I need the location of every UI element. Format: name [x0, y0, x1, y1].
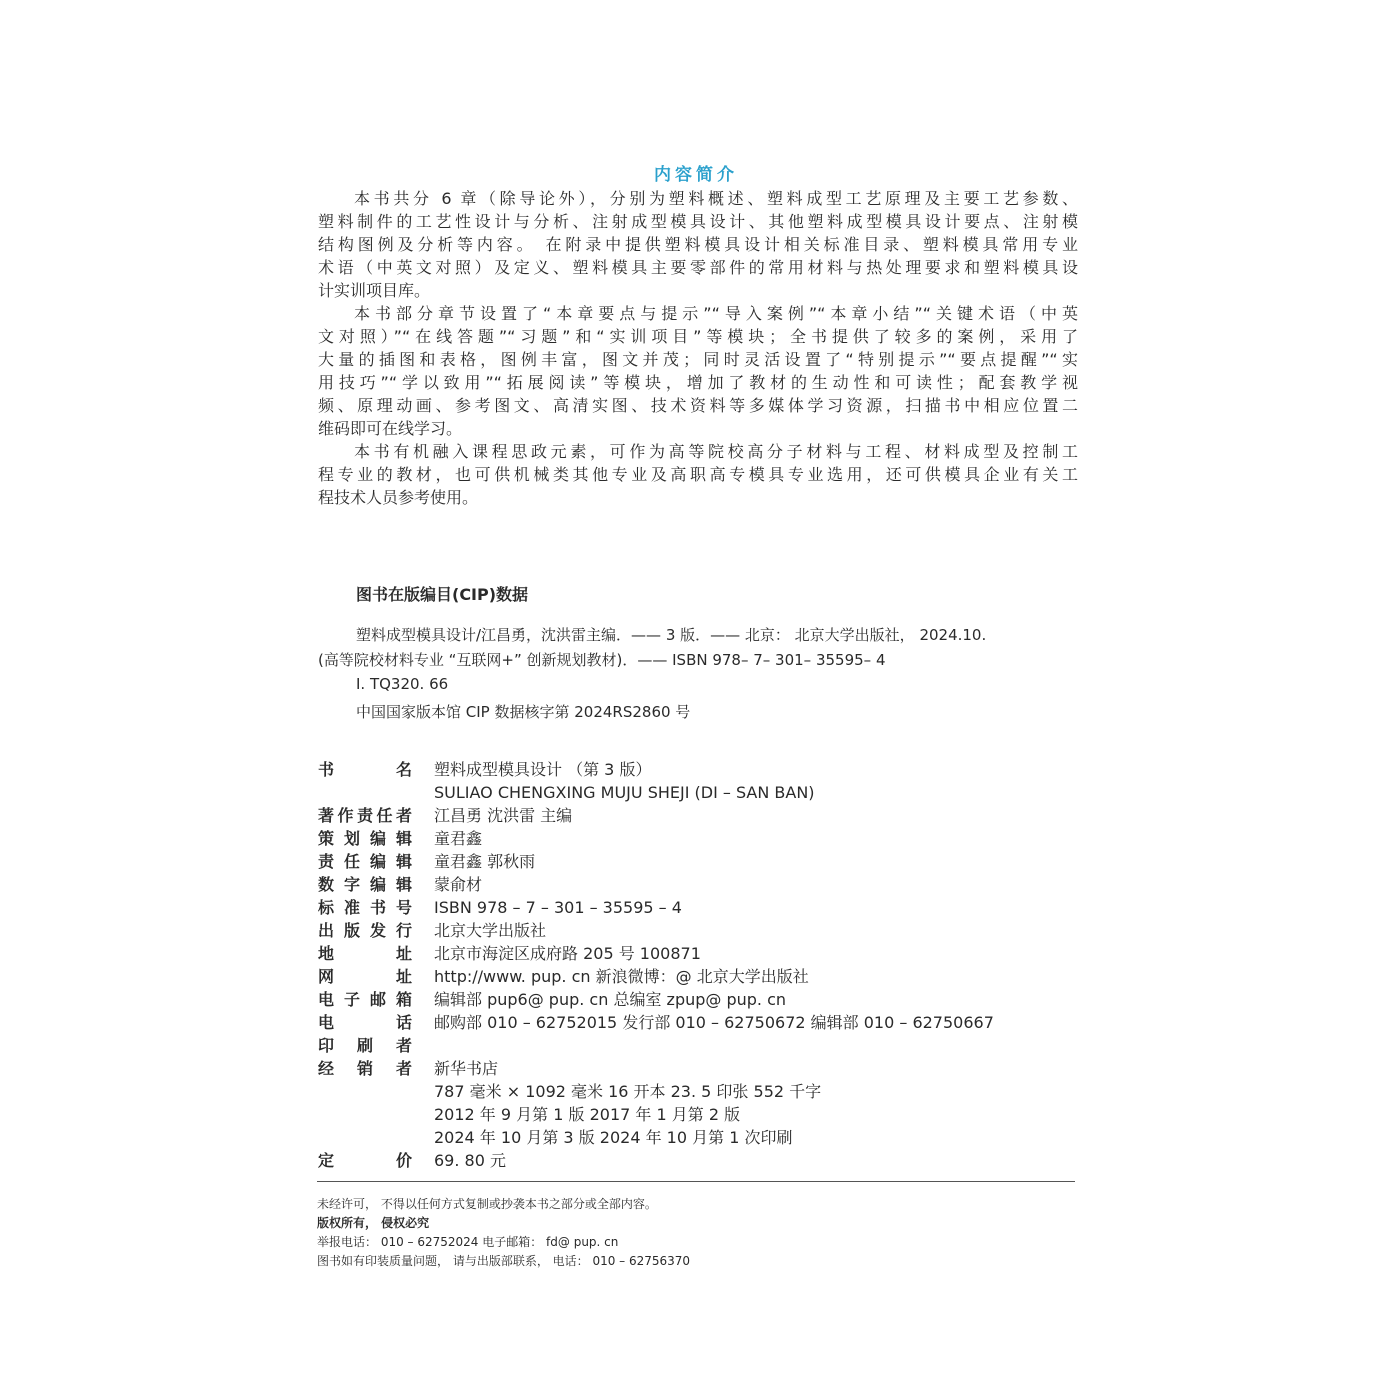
- info-value: SULIAO CHENGXING MUJU SHEJI (DI – SAN BAN): [434, 783, 815, 802]
- info-label: [318, 1103, 412, 1126]
- copyright-notice: 未经许可， 不得以任何方式复制或抄袭本书之部分或全部内容。: [317, 1197, 657, 1211]
- info-label: 印刷者: [318, 1036, 412, 1055]
- report-contact: 举报电话： 010 – 62752024 电子邮箱： fd@ pup. cn: [317, 1235, 619, 1249]
- cip-title: 图书在版编目(CIP)数据: [356, 585, 529, 604]
- intro-line: 频、原理动画、参考图文、高清实图、技术资料等多媒体学习资源，扫描书中相应位置二: [318, 396, 1078, 415]
- info-row: [318, 1080, 994, 1103]
- info-value: ISBN 978 – 7 – 301 – 35595 – 4: [434, 898, 682, 917]
- info-row: [318, 896, 994, 919]
- intro-line: 结构图例及分析等内容。 在附录中提供塑料模具设计相关标准目录、塑料模具常用专业: [318, 235, 1078, 254]
- intro-line: 术语（中英文对照）及定义、塑料模具主要零部件的常用材料与热处理要求和塑料模具设: [318, 258, 1078, 277]
- info-value: http://www. pup. cn 新浪微博：@ 北京大学出版社: [434, 967, 809, 986]
- intro-line: 用技巧”“学以致用”“拓展阅读”等模块，增加了教材的生动性和可读性；配套教学视: [318, 373, 1078, 392]
- intro-line: 文对照）”“在线答题”“习题”和“实训项目”等模块；全书提供了较多的案例，采用了: [318, 327, 1078, 346]
- info-label: 网址: [318, 967, 412, 986]
- info-value: 2024 年 10 月第 3 版 2024 年 10 月第 1 次印刷: [434, 1128, 793, 1147]
- info-label: 地址: [318, 944, 412, 963]
- info-label: [318, 1080, 412, 1103]
- info-label: 经销者: [318, 1059, 412, 1078]
- info-value: 2012 年 9 月第 1 版 2017 年 1 月第 2 版: [434, 1105, 741, 1124]
- intro-line: 大量的插图和表格，图例丰富，图文并茂；同时灵活设置了“特别提示”“要点提醒”“实: [318, 350, 1078, 369]
- copyright-footer: [317, 1195, 690, 1271]
- info-value: 童君鑫 郭秋雨: [434, 852, 536, 871]
- info-label: 电子邮箱: [318, 990, 412, 1009]
- info-row: [318, 1126, 994, 1149]
- info-value: 江昌勇 沈洪雷 主编: [434, 806, 573, 825]
- publication-info-table: [318, 758, 994, 1172]
- info-value: 蒙俞材: [434, 875, 483, 894]
- info-label: 定价: [318, 1151, 412, 1170]
- info-value: 北京大学出版社: [434, 921, 547, 940]
- info-row: [318, 942, 994, 965]
- intro-line: 本书有机融入课程思政元素，可作为高等院校高分子材料与工程、材料成型及控制工: [354, 442, 1078, 461]
- intro-line: 程专业的教材，也可供机械类其他专业及高职高专模具专业选用，还可供模具企业有关工: [318, 465, 1078, 484]
- info-row: [318, 1103, 994, 1126]
- footer-divider: [317, 1181, 1075, 1182]
- intro-line: 程技术人员参考使用。: [318, 488, 479, 507]
- info-value: 北京市海淀区成府路 205 号 100871: [434, 944, 701, 963]
- info-label: 出版发行: [318, 921, 412, 940]
- info-label: 电话: [318, 1013, 412, 1032]
- intro-line: 本书部分章节设置了“本章要点与提示”“导入案例”“本章小结”“关键术语（中英: [354, 304, 1078, 323]
- quality-contact: 图书如有印装质量问题， 请与出版部联系， 电话： 010 – 62756370: [317, 1254, 691, 1268]
- intro-line: 维码即可在线学习。: [318, 419, 463, 438]
- info-row: [318, 1011, 994, 1034]
- info-value: 邮购部 010 – 62752015 发行部 010 – 62750672 编辑部 010 – 62750667: [434, 1013, 994, 1032]
- info-value: 童君鑫: [434, 829, 483, 848]
- info-value: 塑料成型模具设计 （第 3 版）: [434, 760, 652, 779]
- info-label: 数字编辑: [318, 875, 412, 894]
- cip-line: 中国国家版本馆 CIP 数据核字第 2024RS2860 号: [356, 703, 691, 721]
- info-row: [318, 827, 994, 850]
- info-label: 标准书号: [318, 898, 412, 917]
- intro-title: 内容简介: [654, 165, 738, 185]
- info-row: [318, 850, 994, 873]
- info-value: 编辑部 pup6@ pup. cn 总编室 zpup@ pup. cn: [434, 990, 787, 1009]
- intro-line: 计实训项目库。: [318, 281, 431, 300]
- info-value: 787 毫米 × 1092 毫米 16 开本 23. 5 印张 552 千字: [434, 1082, 822, 1101]
- intro-line: 本书共分 6 章（除导论外），分别为塑料概述、塑料成型工艺原理及主要工艺参数、: [354, 189, 1078, 208]
- info-label: [318, 1126, 412, 1149]
- info-value: 新华书店: [434, 1059, 499, 1078]
- info-row: [318, 965, 994, 988]
- info-row: [318, 758, 994, 781]
- cip-line: Ⅰ. TQ320. 66: [356, 675, 449, 693]
- info-label: 书名: [318, 760, 412, 779]
- rights-reserved: 版权所有， 侵权必究: [317, 1216, 430, 1230]
- info-row: [318, 804, 994, 827]
- info-label: 策划编辑: [318, 829, 412, 848]
- info-row: [318, 988, 994, 1011]
- info-label: 责任编辑: [318, 852, 412, 871]
- info-value: 69. 80 元: [434, 1151, 506, 1170]
- info-row: [318, 873, 994, 896]
- intro-body: [318, 187, 1078, 509]
- info-row: [318, 919, 994, 942]
- cip-line: 塑料成型模具设计/江昌勇，沈洪雷主编．—— 3 版．—— 北京： 北京大学出版社， 2024.10.: [356, 626, 987, 644]
- info-label: [318, 781, 412, 804]
- intro-line: 塑料制件的工艺性设计与分析、注射成型模具设计、其他塑料成型模具设计要点、注射模: [318, 212, 1078, 231]
- info-row: [318, 781, 994, 804]
- info-row: [318, 1057, 994, 1080]
- info-label: 著作责任者: [318, 806, 412, 825]
- info-row: [318, 1034, 994, 1057]
- info-row: [318, 1149, 994, 1172]
- cip-line: (高等院校材料专业 “互联网+” 创新规划教材)．—— ISBN 978– 7– 301– 35595– 4: [318, 651, 886, 669]
